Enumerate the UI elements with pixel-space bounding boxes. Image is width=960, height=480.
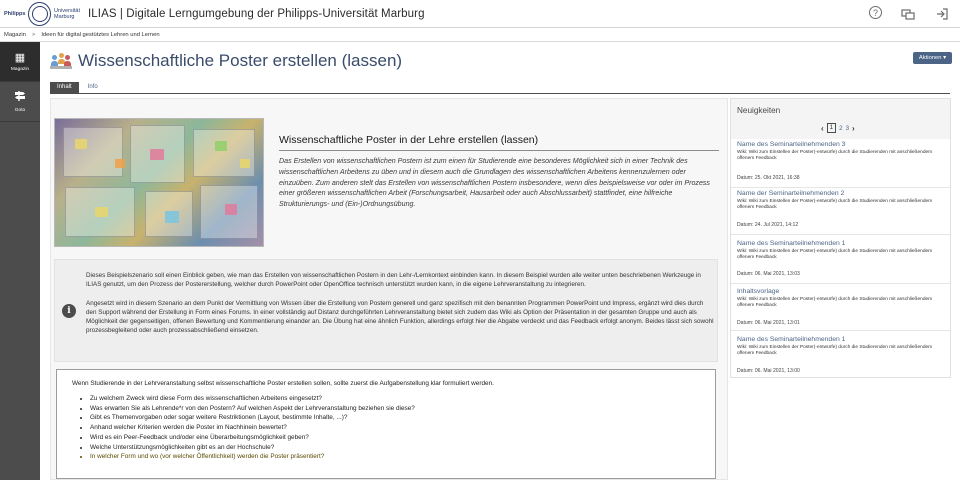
pager-page-1[interactable]: 1 [827, 123, 836, 133]
pager-page-2[interactable]: 2 [839, 124, 843, 132]
news-panel [730, 98, 951, 378]
pager-page-3[interactable]: 3 [845, 124, 850, 132]
list-item: • Anhand welcher Kriterien werden die Poster im Nachhinein bewertet? [90, 423, 415, 433]
university-logo[interactable] [0, 0, 80, 28]
news-item-date: Datum: 24. Jul 2021, 14:12 [737, 222, 799, 228]
intro-divider [279, 150, 719, 151]
news-item-title[interactable]: Inhaltsvorlage [737, 288, 780, 295]
news-item[interactable] [737, 336, 945, 374]
list-item: • In welcher Form und wo (vor welcher Öffentlichkeit) werden die Poster präsentiert? [90, 452, 415, 462]
group-icon [50, 52, 72, 70]
list-item: • Zu welchem Zweck wird diese Form des wissenschaftlichen Arbeitens eingesetzt? [90, 394, 415, 404]
news-item[interactable] [737, 288, 945, 326]
info-icon: i [62, 304, 76, 318]
app-title: ILIAS | Digitale Lerngumgebung der Philipps-Universität Marburg [88, 7, 425, 20]
news-item-title[interactable]: Name des Seminarteilnehmenden 1 [737, 240, 846, 247]
tab-info[interactable]: Info [87, 84, 98, 90]
divider [731, 283, 950, 284]
page-header [50, 51, 402, 71]
main-rail [0, 42, 40, 480]
content-panel [50, 98, 728, 480]
list-item: • Gibt es Themenvorgaben oder sogar weitere Restriktionen (Layout, bestimmte Inhalte, ...)? [90, 413, 415, 423]
main-content [40, 42, 960, 480]
notifications-icon[interactable] [900, 6, 916, 22]
news-item-desc: Wiki: Wiki zum Einstellen der Poster(-entwürfe) durch die Studierenden mit anschließendem offenem Feedback [737, 345, 933, 357]
questions-list [90, 394, 415, 462]
breadcrumb-separator: > [31, 31, 36, 38]
questions-intro: Wenn Studierende in der Lehrveranstaltung selbst wissenschaftliche Poster erstellen sollen, sollte zuerst die Aufgabenstellung klar formuliert werden. [72, 380, 494, 387]
actions-dropdown[interactable]: Aktionen ▾ [913, 52, 952, 64]
news-item-title[interactable]: Name der Seminarteilnehmenden 2 [737, 190, 845, 197]
list-item: • Welche Unterstützungsmöglichkeiten gibt es an der Hochschule? [90, 443, 415, 453]
breadcrumb-item-ideen[interactable]: Ideen für digital gestütztes Lehren und Lernen [41, 31, 160, 38]
news-item-date: Datum: 06. Mai 2021, 13:03 [737, 271, 800, 277]
news-item-date: Datum: 06. Mai 2021, 13:00 [737, 368, 800, 374]
signpost-icon [14, 90, 26, 105]
logout-icon[interactable] [934, 6, 950, 22]
news-item-title[interactable]: Name des Seminarteilnehmenden 1 [737, 336, 846, 343]
rail-item-goto[interactable] [0, 82, 40, 122]
breadcrumb-item-magazin[interactable]: Magazin [4, 31, 26, 38]
rail-item-label: Goto [14, 108, 26, 113]
rail-item-label: Magazin [10, 66, 30, 72]
news-item-desc: Wiki: Wiki zum Einstellen der Poster(-entwürfe) durch die Studierenden mit anschließendem offenem Feedback [737, 297, 933, 309]
university-seal-icon [28, 2, 51, 26]
intro-heading: Wissenschaftliche Poster in der Lehre erstellen (lassen) [279, 134, 539, 146]
library-icon: ▦ [14, 51, 26, 64]
tab-bar [50, 82, 950, 94]
news-item-desc: Wiki: Wiki zum Einstellen der Poster(-entwürfe) durch die Studierenden mit anschließendem offenem Feedback [737, 150, 933, 162]
logo-text-right: Universität Marburg [54, 7, 80, 20]
info-box [54, 259, 718, 362]
news-item[interactable] [737, 240, 945, 277]
info-paragraph: Dieses Beispielszenario soll einen Einblick geben, wie man das Erstellen von wissenschaftlichen Postern in den Lehr-/Lernkontext einbinden kann. In diesem Beispiel wurden alle weiter unten beschriebenen Werkzeuge in ILIAS genutzt, um den Prozess der Postererstellung, welcher durch PowerPoint oder OpenOffice technisch unterstützt wurden kann, in die eigene Lehrveranstaltung zu integrieren. [86, 272, 701, 289]
tab-inhalt[interactable]: Inhalt [50, 82, 79, 93]
help-icon[interactable]: ? [869, 6, 882, 19]
questions-box [56, 369, 716, 479]
top-bar [0, 0, 960, 28]
divider [731, 187, 950, 188]
news-item-desc: Wiki: Wiki zum Einstellen der Poster(-entwürfe) durch die Studierenden mit anschließendem offenem Feedback [737, 249, 933, 261]
divider [731, 330, 950, 331]
logo-text-left: Philipps [4, 10, 26, 17]
news-item[interactable] [737, 141, 945, 181]
news-pager [821, 123, 855, 133]
list-item: • Wird es ein Peer-Feedback und/oder eine Überarbeitungsmöglichkeit geben? [90, 433, 415, 443]
news-item[interactable] [737, 190, 945, 228]
intro-text: Das Erstellen von wissenschaftlichen Postern ist zum einen für Studierende eine besonderes Möglichkeit sich in einer Technik des wissenschaftlichen Arbeitens zu üben und in diesem auch die Grundlagen des wissenschaftlichen Arbeitens kennenzulernen oder einzuüben. Zum anderen stelt das Erstellen von wissenschaftlichen Postern insbesondere, wenn dies beispielsweise vor oder im Prozess einer größeren wissenschaftlichen Arbeit (Forschungsarbeit, Hausarbeit oder auch Abschlussarbeit) stattfindet, eine hilfreiche Strukturierungs- und (Ein-)Ordnungsübung. [279, 157, 710, 209]
news-item-date: Datum: 25. Okt 2021, 16:38 [737, 175, 800, 181]
news-item-date: Datum: 06. Mai 2021, 13:01 [737, 320, 800, 326]
news-header [731, 99, 950, 139]
news-item-title[interactable]: Name des Seminarteilnehmenden 3 [737, 141, 846, 148]
news-item-desc: Wiki: Wiki zum Einstellen der Poster(-entwürfe) durch die Studierenden mit anschließendem offenem Feedback [737, 199, 933, 211]
info-paragraph: Angesetzt wird in diesem Szenario an dem Punkt der Vermittlung von Wissen über die Erstellung von Postern generell und ganz spezifisch mit den benannten Programmen PowerPoint und Impress, ergänzt wird dies durch den Support während der Erstellung in Form eines Forums. In einer vollständig auf Distanz durchgeführten Lehrveranstaltung bietet sich zudem das Wiki als Option der Präsentation in der gesamten Gruppe und auch als Möglichkeit der gegenseitigen, offenen Bewertung und Kommentierung einander an. Die Übung hat eine ähnlich Funktion, allerdings erfolgt hier die Abgabe verdeckt und das Feedback erfolgt anonym. Beides lässt sich sowohl prozessbegleitend oder auch prozessabschließend einsetzen. [86, 299, 714, 335]
rail-item-magazin[interactable] [0, 42, 40, 82]
chevron-left-icon[interactable]: ‹ [821, 123, 824, 133]
news-heading: Neuigkeiten [737, 106, 781, 115]
divider [731, 234, 950, 235]
header-tools [869, 6, 950, 22]
chevron-right-icon[interactable]: › [852, 123, 855, 133]
breadcrumb [0, 28, 960, 42]
list-item: • Was erwarten Sie als Lehrende*r von den Postern? Auf welchen Aspekt der Lehrveranstaltung beziehen sie diese? [90, 404, 415, 414]
poster-photo [54, 118, 264, 247]
info-text [86, 271, 714, 345]
page-title: Wissenschaftliche Poster erstellen (lassen) [78, 51, 403, 70]
